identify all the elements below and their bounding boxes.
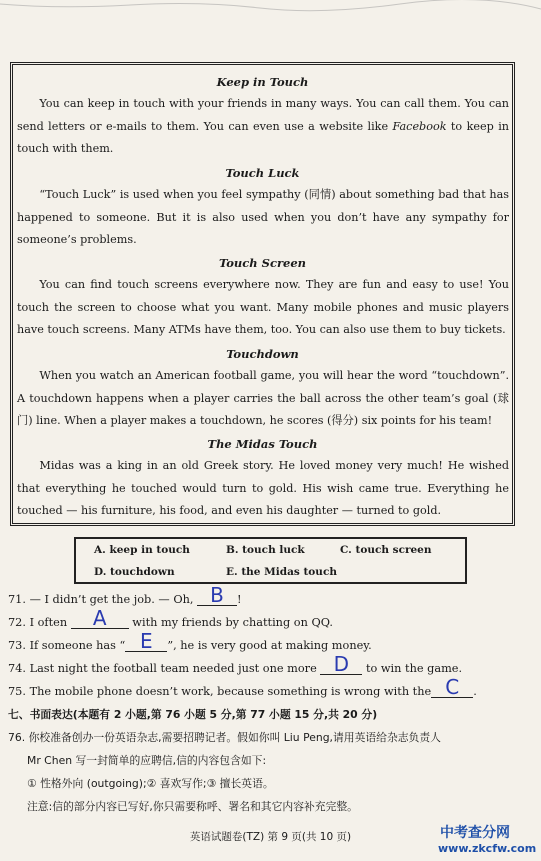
handwritten-answer-74: D xyxy=(333,652,350,676)
handwritten-answer-71: B xyxy=(210,583,224,607)
answer-blank-72[interactable] xyxy=(71,606,129,630)
question-76-line3: ① 性格外向 (outgoing);② 喜欢写作;③ 擅长英语。 xyxy=(27,777,274,790)
section-title-keep-in-touch: Keep in Touch xyxy=(216,75,309,89)
question-74: 74. Last night the football team needed just one more D to win the game. xyxy=(8,652,463,676)
section-title-touchdown: Touchdown xyxy=(226,347,299,361)
page-footer: 英语试题卷(TZ) 第 9 页(共 10 页) xyxy=(189,831,352,843)
question-71: 71. — I didn’t get the job. — Oh, B ! xyxy=(8,583,242,607)
answer-blank-71[interactable] xyxy=(197,583,237,607)
question-73: 73. If someone has “ E ”, he is very good at making money. xyxy=(8,629,372,653)
handwritten-answer-73: E xyxy=(140,629,153,653)
question-76-line1: 76. 你校准备创办一份英语杂志,需要招聘记者。假如你叫 Liu Peng,请用英语给杂志负责人 xyxy=(8,731,441,744)
question-76-line2: Mr Chen 写一封简单的应聘信,信的内容包含如下: xyxy=(27,754,267,767)
section-text-midas-touch: Midas was a king in an old Greek story. He loved money very much! He wished that everything he touched would turn to gold. His wish came true. Everything he touched — his furniture, his food, and even his daughter — turned to gold. xyxy=(17,459,509,517)
answer-blank-75[interactable] xyxy=(431,675,473,699)
section-title-midas-touch: The Midas Touch xyxy=(207,437,318,451)
option-c: C. touch screen xyxy=(340,544,432,556)
question-72: 72. I often A with my friends by chatting on QQ. xyxy=(8,606,333,630)
writing-section-heading: 七、书面表达(本题有 2 小题,第 76 小题 5 分,第 77 小题 15 分,共 20 分) xyxy=(8,708,378,721)
handwritten-answer-72: A xyxy=(92,606,107,630)
option-d: D. touchdown xyxy=(94,566,175,578)
option-b: B. touch luck xyxy=(226,544,305,556)
question-75: 75. The mobile phone doesn’t work, because something is wrong with the C . xyxy=(8,675,477,699)
section-text-keep-in-touch: You can keep in touch with your friends in many ways. You can call them. You can send letters or e-mails to them. You can even use a website like Facebook to keep in touch with them. xyxy=(17,97,509,155)
option-a: A. keep in touch xyxy=(94,544,190,556)
section-title-touch-luck: Touch Luck xyxy=(225,166,300,180)
watermark-site-url: www.zkcfw.com xyxy=(438,842,537,855)
option-e: E. the Midas touch xyxy=(226,566,337,578)
answer-blank-74[interactable] xyxy=(320,652,362,676)
watermark-site-name: 中考查分网 xyxy=(440,825,510,841)
answer-blank-73[interactable] xyxy=(125,629,167,653)
scan-edge-noise xyxy=(0,0,541,20)
question-76-line4: 注意:信的部分内容已写好,你只需要称呼、署名和其它内容补充完整。 xyxy=(27,800,358,813)
section-text-touch-screen: You can find touch screens everywhere now. They are fun and easy to use! You touch the screen to choose what you want. Many mobile phones and music players have touch screens. Many ATMs have them, too. You can also use them to buy tickets. xyxy=(17,278,509,336)
section-text-touchdown: When you watch an American football game, you will hear the word “touchdown”. A touchdown happens when a player carries the ball across the other team’s goal (球门) line. When a player makes a touchdown, he scores (得分) six points for his team! xyxy=(17,369,509,427)
options-box xyxy=(74,537,467,584)
section-title-touch-screen: Touch Screen xyxy=(219,256,306,270)
section-text-touch-luck: “Touch Luck” is used when you feel sympathy (同情) about something bad that has happened to someone. But it is also used when you don’t have any sympathy for someone’s problems. xyxy=(17,188,509,246)
handwritten-answer-75: C xyxy=(445,675,460,699)
